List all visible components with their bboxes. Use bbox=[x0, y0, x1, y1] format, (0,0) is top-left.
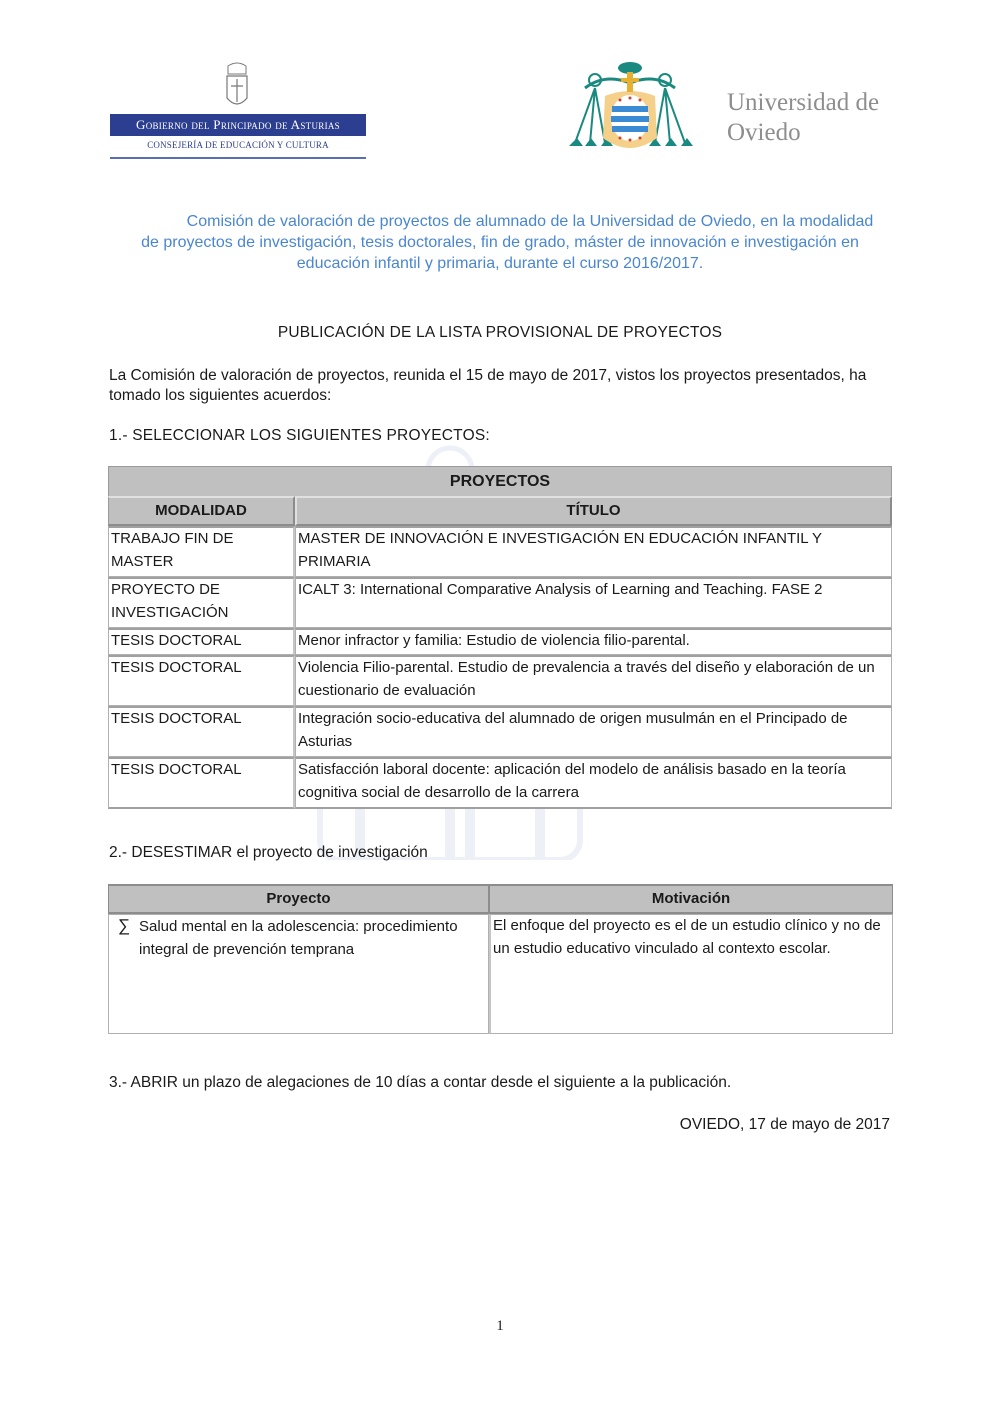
cell-motivacion: El enfoque del proyecto es el de un estudio clínico y no de un estudio educativo vinculado al contexto escolar. bbox=[489, 914, 893, 1034]
section-3-heading: 3.- ABRIR un plazo de alegaciones de 10 días a contar desde el siguiente a la publicación. bbox=[109, 1074, 732, 1091]
commission-title bbox=[120, 211, 880, 274]
logo-underline bbox=[110, 157, 366, 159]
cell-titulo: ICALT 3: International Comparative Analysis of Learning and Teaching. FASE 2 bbox=[295, 577, 892, 628]
intro-paragraph: La Comisión de valoración de proyectos, reunida el 15 de mayo de 2017, vistos los proyectos presentados, ha tomado los siguientes acuerdos: bbox=[109, 367, 867, 404]
section-1-heading: 1.- SELECCIONAR LOS SIGUIENTES PROYECTOS: bbox=[109, 427, 490, 444]
table-row bbox=[108, 706, 892, 757]
cell-titulo: Integración socio-educativa del alumnado de origen musulmán en el Principado de Asturias bbox=[295, 706, 892, 757]
cell-modalidad: TESIS DOCTORAL bbox=[108, 628, 295, 655]
cell-modalidad: TESIS DOCTORAL bbox=[108, 655, 295, 706]
cell-titulo: Menor infractor y familia: Estudio de violencia filio-parental. bbox=[295, 628, 892, 655]
cell-titulo: Violencia Filio-parental. Estudio de prevalencia a través del diseño y elaboración de un cuestionario de evaluación bbox=[295, 655, 892, 706]
university-oviedo-logo bbox=[565, 58, 900, 168]
signature-date: OVIEDO, 17 de mayo de 2017 bbox=[679, 1116, 890, 1133]
cell-modalidad: PROYECTO DE INVESTIGACIÓN bbox=[108, 577, 295, 628]
sigma-bullet-icon: ∑ bbox=[117, 916, 131, 935]
table-caption: PROYECTOS bbox=[108, 466, 892, 496]
publication-title: PUBLICACIÓN DE LA LISTA PROVISIONAL DE PROYECTOS bbox=[277, 324, 723, 341]
cell-modalidad: TRABAJO FIN DE MASTER bbox=[108, 526, 295, 577]
column-header-titulo: TÍTULO bbox=[295, 496, 892, 526]
asturias-logo-subtitle: CONSEJERÍA DE EDUCACIÓN Y CULTURA bbox=[147, 140, 329, 150]
column-header-motivacion: Motivación bbox=[489, 884, 893, 914]
page-number: 1 bbox=[496, 1318, 504, 1334]
asturias-crest-icon bbox=[222, 62, 252, 112]
table-row bbox=[108, 577, 892, 628]
table-row bbox=[108, 655, 892, 706]
university-name bbox=[727, 88, 879, 148]
university-crest-icon bbox=[565, 58, 695, 163]
cell-titulo: MASTER DE INNOVACIÓN E INVESTIGACIÓN EN EDUCACIÓN INFANTIL Y PRIMARIA bbox=[295, 526, 892, 577]
asturias-logo-title: Gobierno del Principado de Asturias bbox=[110, 114, 366, 136]
commission-title-text: Comisión de valoración de proyectos de alumnado de la Universidad de Oviedo, en la modalidad de proyectos de investigación, tesis doctorales, fin de grado, máster de innovación e investigación en educación infantil y primaria, durante el curso 2016/2017. bbox=[141, 213, 874, 272]
cell-proyecto-text: Salud mental en la adolescencia: procedimiento integral de prevención temprana bbox=[139, 918, 458, 958]
table-row bbox=[108, 757, 892, 809]
table-row bbox=[108, 914, 893, 1034]
asturias-government-logo bbox=[110, 58, 366, 162]
selected-projects-table bbox=[108, 466, 892, 809]
university-name-line1: Universidad de bbox=[727, 89, 880, 116]
cell-modalidad: TESIS DOCTORAL bbox=[108, 706, 295, 757]
rejected-projects-table bbox=[108, 884, 893, 1034]
column-header-proyecto: Proyecto bbox=[108, 884, 489, 914]
section-2-heading: 2.- DESESTIMAR el proyecto de investigación bbox=[109, 844, 428, 861]
cell-modalidad: TESIS DOCTORAL bbox=[108, 757, 295, 809]
table-row bbox=[108, 628, 892, 655]
cell-proyecto bbox=[108, 914, 489, 1034]
table-row bbox=[108, 526, 892, 577]
column-header-modalidad: MODALIDAD bbox=[108, 496, 295, 526]
cell-titulo: Satisfacción laboral docente: aplicación del modelo de análisis basado en la teoría cognitiva social de desarrollo de la carrera bbox=[295, 757, 892, 809]
university-name-line2: Oviedo bbox=[727, 119, 801, 146]
